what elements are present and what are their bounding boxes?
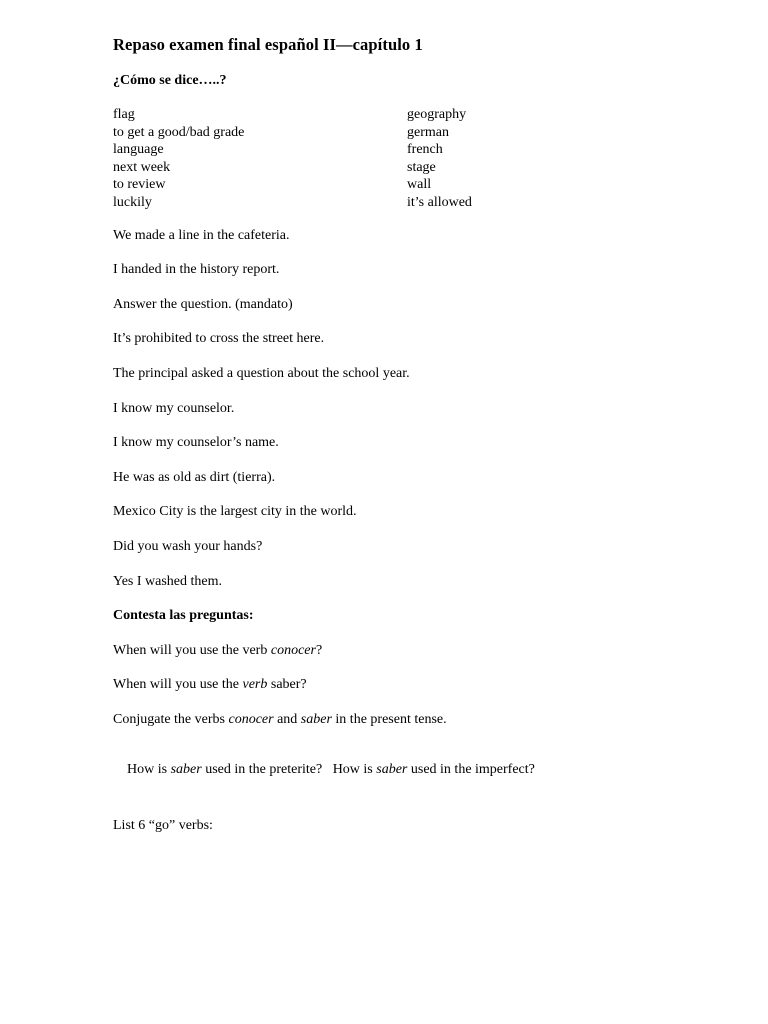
translation-sentence: We made a line in the cafeteria. <box>113 228 290 243</box>
question-conocer <box>113 643 322 659</box>
question-saber <box>113 677 307 693</box>
vocab-item: stage <box>407 159 436 175</box>
section-heading-como-se-dice: ¿Cómo se dice…..? <box>113 73 227 88</box>
vocab-item: flag <box>113 107 135 122</box>
translation-sentence: I know my counselor’s name. <box>113 435 279 450</box>
document-title: Repaso examen final español II—capítulo 1 <box>113 35 423 54</box>
translation-sentence: Did you wash your hands? <box>113 539 263 554</box>
question-text: How is <box>127 762 171 777</box>
vocab-item: it’s allowed <box>407 194 472 210</box>
vocab-list-left <box>113 106 244 211</box>
question-italic-word: saber <box>376 762 408 777</box>
question-italic-word: saber <box>170 762 202 777</box>
translation-sentence: I handed in the history report. <box>113 262 280 277</box>
question-italic-word: conocer <box>270 643 316 658</box>
section-heading-contesta: Contesta las preguntas: <box>113 608 254 623</box>
question-conjugate <box>113 712 447 728</box>
question-text: in the present tense. <box>331 712 447 727</box>
vocab-item: french <box>407 142 443 157</box>
translation-sentence: He was as old as dirt (tierra). <box>113 470 276 485</box>
translation-sentence: It’s prohibited to cross the street here. <box>113 331 325 346</box>
question-text: ? <box>315 643 323 658</box>
question-italic-word: conocer <box>228 712 274 727</box>
question-italic-word: saber <box>300 712 332 727</box>
vocab-item: next week <box>113 159 171 175</box>
vocab-item: language <box>113 142 164 157</box>
translation-sentence: I know my counselor. <box>113 401 235 416</box>
question-text: When will you use the verb <box>113 643 271 658</box>
question-text: and <box>273 712 301 727</box>
translation-sentence: Yes I washed them. <box>113 574 223 589</box>
question-text: When will you use the <box>113 677 243 692</box>
vocab-item: wall <box>407 177 432 192</box>
vocab-item: luckily <box>113 194 152 210</box>
vocab-item: german <box>407 124 449 140</box>
vocab-list-right <box>407 106 472 211</box>
question-text: used in the preterite? How is <box>201 762 377 777</box>
question-preterite-imperfect <box>113 746 535 794</box>
vocab-item: to review <box>113 177 166 192</box>
question-text: Conjugate the verbs <box>113 712 229 727</box>
list-go-verbs-prompt: List 6 “go” verbs: <box>113 818 213 833</box>
translation-sentence: Answer the question. (mandato) <box>113 297 293 312</box>
translation-sentence: Mexico City is the largest city in the world. <box>113 504 357 519</box>
question-text: saber? <box>267 677 307 692</box>
vocab-item: geography <box>407 107 467 122</box>
translation-sentence: The principal asked a question about the school year. <box>113 366 410 381</box>
question-text: used in the imperfect? <box>407 762 535 777</box>
question-italic-word: verb <box>242 677 268 692</box>
vocab-item: to get a good/bad grade <box>113 124 245 140</box>
